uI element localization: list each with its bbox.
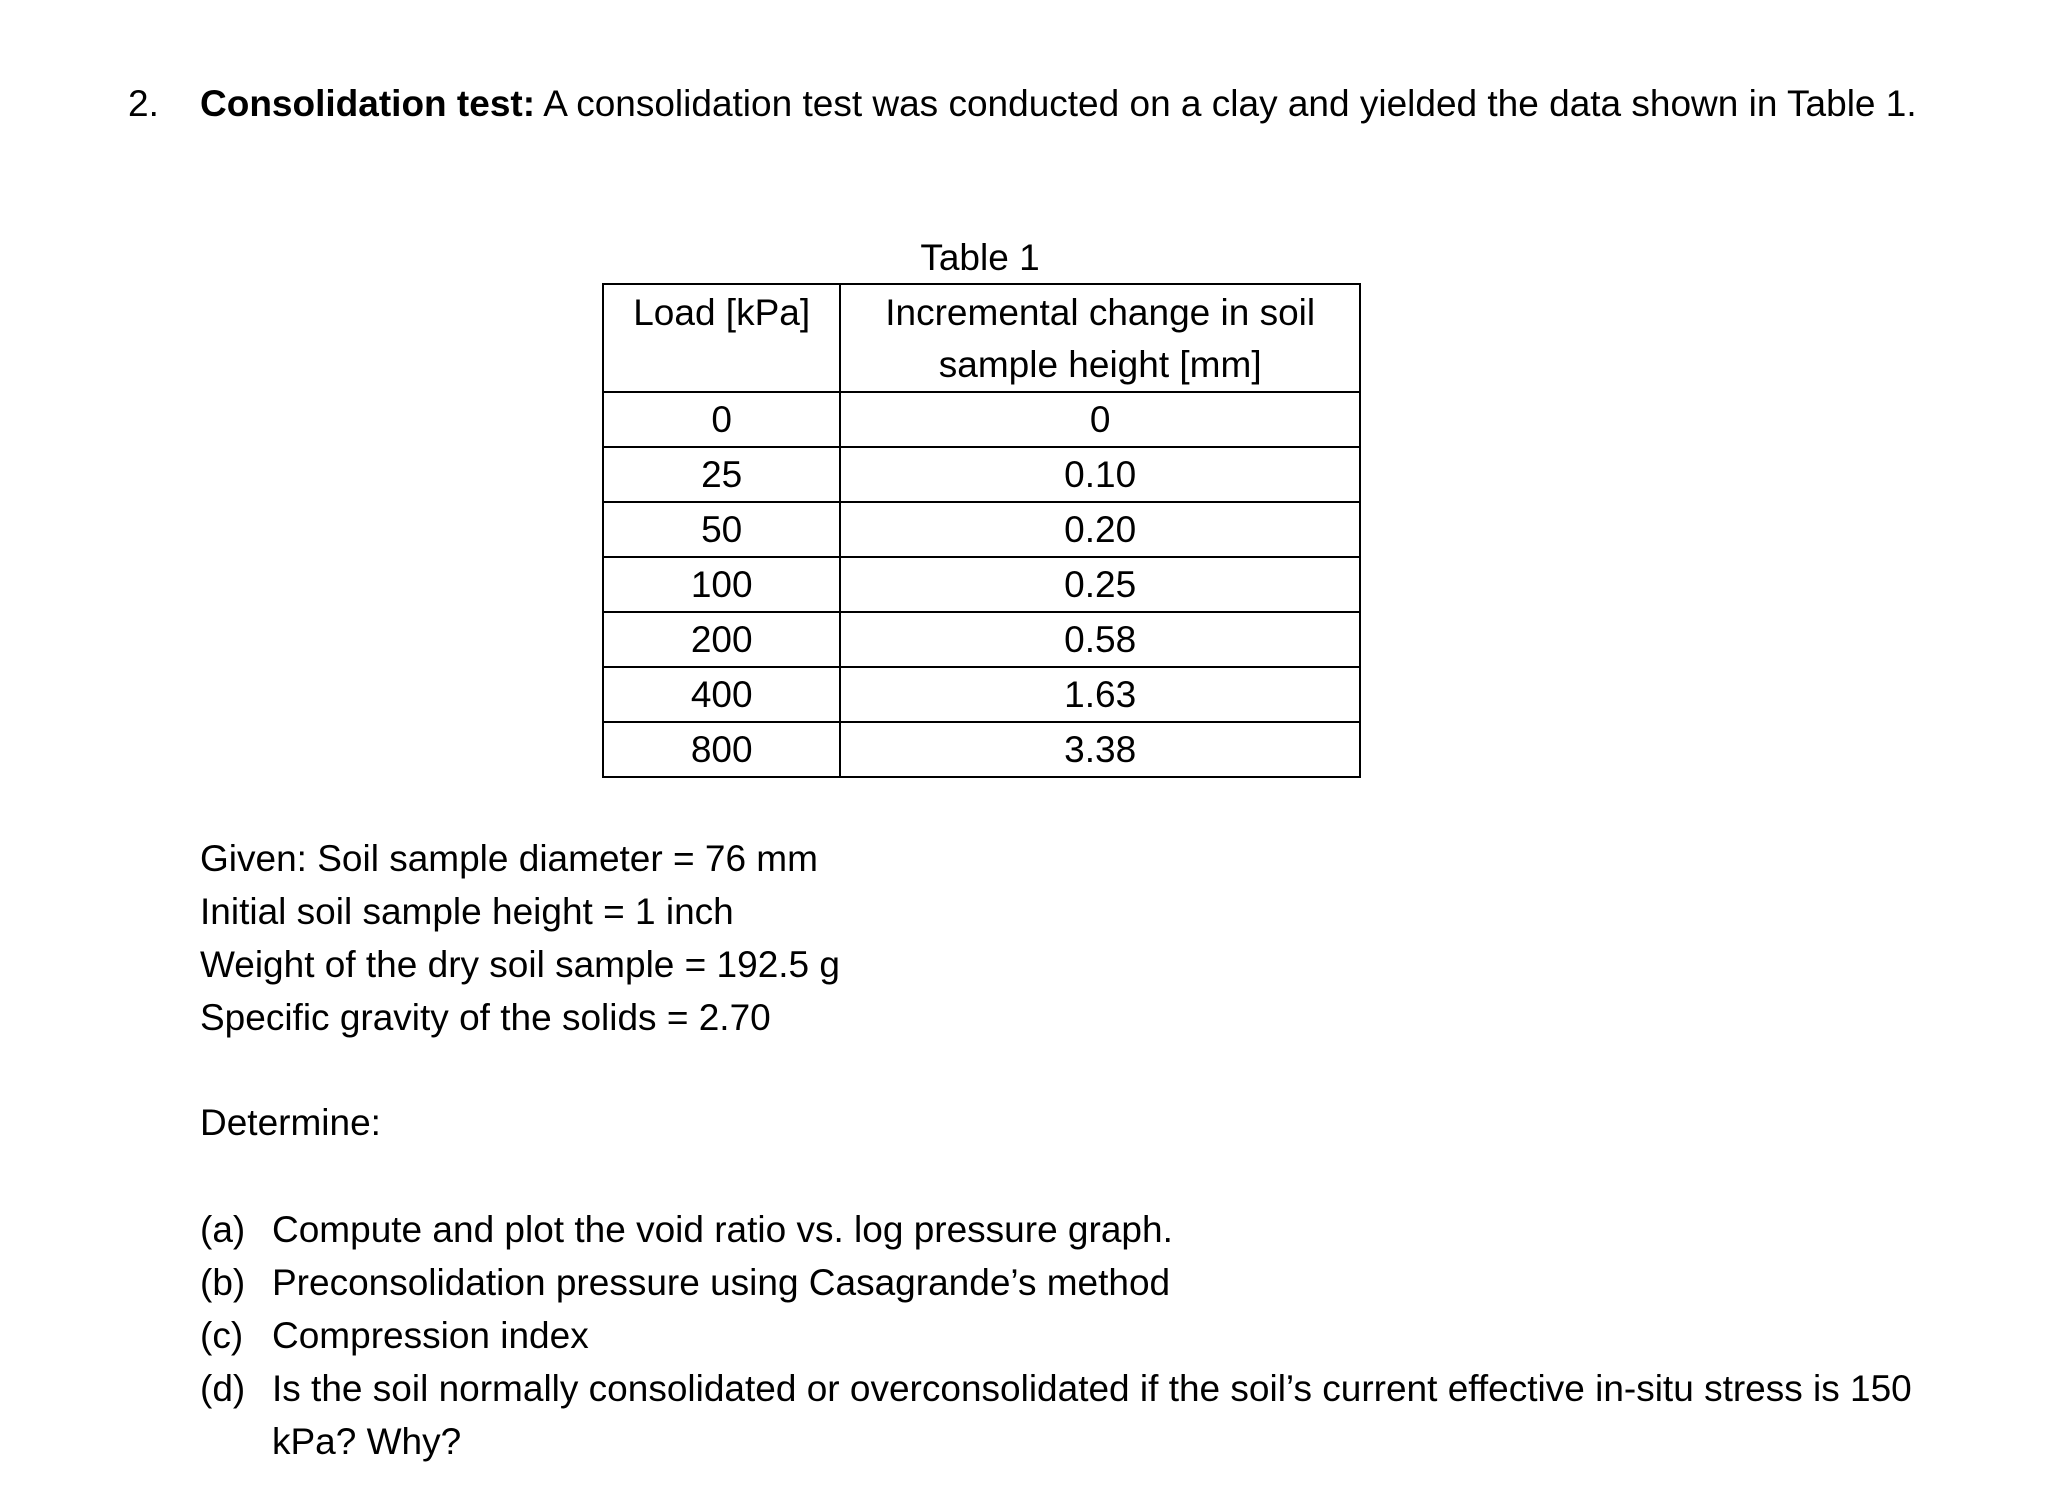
cell-height-change: 0.20: [840, 502, 1360, 557]
cell-height-change: 0.58: [840, 612, 1360, 667]
table-row: [603, 667, 1360, 722]
question-intro: A consolidation test was conducted on a clay and yielded the data shown in Table 1.: [535, 83, 1917, 124]
cell-load: 100: [603, 557, 840, 612]
question-statement: [200, 78, 1960, 130]
part-label: (b): [200, 1262, 246, 1303]
cell-load: 800: [603, 722, 840, 777]
table-row: [603, 557, 1360, 612]
consolidation-data-table: [602, 283, 1361, 778]
question-title: Consolidation test:: [200, 83, 536, 124]
table-row: [603, 502, 1360, 557]
given-block: [200, 832, 840, 1044]
cell-height-change: 3.38: [840, 722, 1360, 777]
table-row: [603, 392, 1360, 447]
table-row: [603, 722, 1360, 777]
cell-height-change: 1.63: [840, 667, 1360, 722]
cell-height-change: 0: [840, 392, 1360, 447]
list-item: [200, 1309, 1920, 1362]
determine-label: Determine:: [200, 1102, 381, 1143]
question-number: 2.: [128, 83, 159, 124]
header-height-change: Incremental change in soil sample height [mm]: [840, 284, 1360, 392]
parts-list: [200, 1203, 1920, 1468]
list-item: [200, 1256, 1920, 1309]
part-text: Compression index: [272, 1315, 589, 1356]
table-row: [603, 612, 1360, 667]
part-text: Preconsolidation pressure using Casagrande’s method: [272, 1262, 1171, 1303]
list-item: [200, 1203, 1920, 1256]
table-row: [603, 447, 1360, 502]
given-diameter: Given: Soil sample diameter = 76 mm: [200, 838, 818, 879]
given-initial-height: Initial soil sample height = 1 inch: [200, 891, 734, 932]
cell-load: 400: [603, 667, 840, 722]
cell-height-change: 0.25: [840, 557, 1360, 612]
cell-load: 25: [603, 447, 840, 502]
table-header-row: [603, 284, 1360, 392]
given-dry-weight: Weight of the dry soil sample = 192.5 g: [200, 944, 840, 985]
part-label: (c): [200, 1315, 244, 1356]
cell-load: 0: [603, 392, 840, 447]
part-label: (d): [200, 1368, 246, 1409]
list-item: [200, 1362, 1920, 1468]
header-load: Load [kPa]: [603, 284, 840, 392]
cell-load: 200: [603, 612, 840, 667]
table-caption: Table 1: [920, 237, 1040, 278]
part-text: Compute and plot the void ratio vs. log pressure graph.: [272, 1209, 1173, 1250]
cell-height-change: 0.10: [840, 447, 1360, 502]
cell-load: 50: [603, 502, 840, 557]
part-label: (a): [200, 1209, 246, 1250]
given-specific-gravity: Specific gravity of the solids = 2.70: [200, 997, 771, 1038]
part-text: Is the soil normally consolidated or overconsolidated if the soil’s current effective in-situ stress is 150 kPa? Why?: [272, 1368, 1912, 1462]
